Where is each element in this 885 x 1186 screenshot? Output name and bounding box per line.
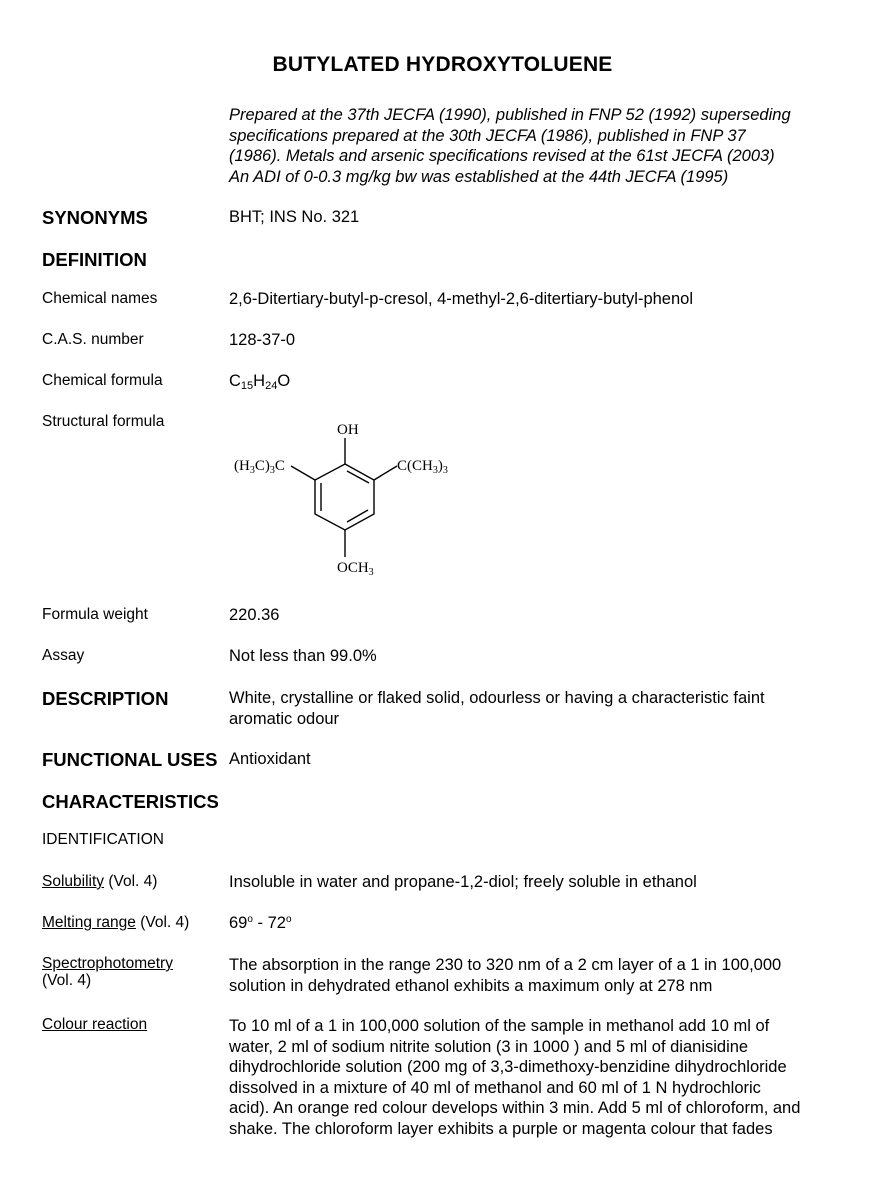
intro-line: Prepared at the 37th JECFA (1990), published in FNP 52 (1992) superseding	[229, 106, 791, 124]
solubility-label	[42, 873, 157, 891]
definition-heading: DEFINITION	[42, 249, 147, 270]
colour-reaction-link[interactable]: Colour reaction	[42, 1016, 148, 1033]
solubility-vol: (Vol. 4)	[104, 873, 158, 890]
formula-h: H	[253, 372, 266, 390]
degree-symbol: o	[247, 914, 253, 925]
page-title: BUTYLATED HYDROXYTOLUENE	[272, 53, 613, 76]
formula-c: C	[229, 372, 241, 390]
intro-line: specifications prepared at the 30th JECFA (1986), published in FNP 37	[229, 126, 746, 145]
chemical-formula-value	[229, 372, 290, 391]
spectrophotometry-link[interactable]: Spectrophotometry	[42, 955, 173, 972]
cas-value: 128-37-0	[229, 331, 296, 349]
chemical-names-label: Chemical names	[42, 290, 158, 307]
cas-label: C.A.S. number	[42, 331, 144, 348]
chemical-names-value: 2,6-Ditertiary-butyl-p-cresol, 4-methyl-2,6-ditertiary-butyl-phenol	[229, 290, 693, 308]
formula-weight-value: 220.36	[229, 606, 280, 624]
right-bond	[374, 466, 397, 480]
formula-h-count: 24	[265, 380, 278, 392]
intro-line: An ADI of 0-0.3 mg/kg bw was established at the 44th JECFA (1995)	[229, 167, 729, 186]
oh-label: OH	[337, 422, 359, 438]
spectro-line: solution in dehydrated ethanol exhibits a maximum only at 278 nm	[229, 976, 713, 995]
structural-formula-diagram	[229, 414, 469, 584]
synonyms-value: BHT; INS No. 321	[229, 208, 360, 226]
solubility-value: Insoluble in water and propane-1,2-diol; freely soluble in ethanol	[229, 873, 697, 891]
melting-range-label	[42, 914, 189, 932]
spectrophotometry-label	[42, 955, 173, 989]
colour-reaction-label	[42, 1016, 147, 1034]
colour-line: shake. The chloroform layer exhibits a purple or magenta colour that fades	[229, 1119, 773, 1138]
degree-symbol: o	[285, 914, 292, 925]
colour-line: water, 2 ml of sodium nitrite solution (3 in 1000 ) and 5 ml of dianisidine	[229, 1037, 749, 1056]
description-line: aromatic odour	[229, 709, 340, 728]
formula-c-count: 15	[240, 380, 254, 392]
left-group-label: $(H_3C)_3C$	[234, 458, 285, 476]
description-heading: DESCRIPTION	[42, 688, 169, 709]
formula-weight-label: Formula weight	[42, 606, 148, 623]
assay-label: Assay	[42, 647, 85, 664]
bottom-group-label: $OCH_3$	[337, 560, 374, 578]
description-text	[229, 688, 859, 729]
colour-line: dihydrochloride solution (200 mg of 3,3-dimethoxy-benzidine dihydrochloride	[229, 1058, 787, 1076]
colour-reaction-text	[229, 1016, 859, 1139]
melting-range-vol: (Vol. 4)	[135, 914, 190, 931]
intro-line: (1986). Metals and arsenic specifications revised at the 61st JECFA (2003)	[229, 147, 775, 165]
solubility-link[interactable]: Solubility	[42, 873, 105, 890]
melting-range-link[interactable]: Melting range	[42, 914, 136, 931]
colour-line: acid). An orange red colour develops within 3 min. Add 5 ml of chloroform, and	[229, 1099, 801, 1117]
functional-uses-heading: FUNCTIONAL USES	[42, 749, 218, 770]
left-bond	[291, 466, 315, 480]
right-group-label: $C(CH_3)_3$	[397, 458, 448, 476]
spectrophotometry-text	[229, 955, 859, 996]
colour-line: To 10 ml of a 1 in 100,000 solution of the sample in methanol add 10 ml of	[229, 1017, 770, 1035]
spectro-line: The absorption in the range 230 to 320 nm of a 2 cm layer of a 1 in 100,000	[229, 956, 782, 974]
double-bond	[347, 471, 369, 483]
colour-line: dissolved in a mixture of 40 ml of methanol and 60 ml of 1 N hydrochloric	[229, 1078, 761, 1097]
characteristics-heading: CHARACTERISTICS	[42, 791, 219, 812]
formula-o: O	[277, 372, 291, 390]
assay-value: Not less than 99.0%	[229, 647, 377, 665]
description-line: White, crystalline or flaked solid, odourless or having a characteristic faint	[229, 689, 765, 707]
double-bond	[347, 510, 368, 522]
synonyms-heading: SYNONYMS	[42, 207, 148, 228]
spectrophotometry-vol: (Vol. 4)	[42, 972, 92, 989]
structural-formula-label: Structural formula	[42, 413, 165, 430]
melting-range-value: 69$^o$ - 72$^o$	[229, 914, 292, 932]
benzene-ring	[315, 464, 374, 530]
identification-heading: IDENTIFICATION	[42, 831, 164, 848]
functional-uses-value: Antioxidant	[229, 750, 311, 768]
intro-paragraph	[229, 105, 859, 187]
chemical-formula-label: Chemical formula	[42, 372, 163, 389]
